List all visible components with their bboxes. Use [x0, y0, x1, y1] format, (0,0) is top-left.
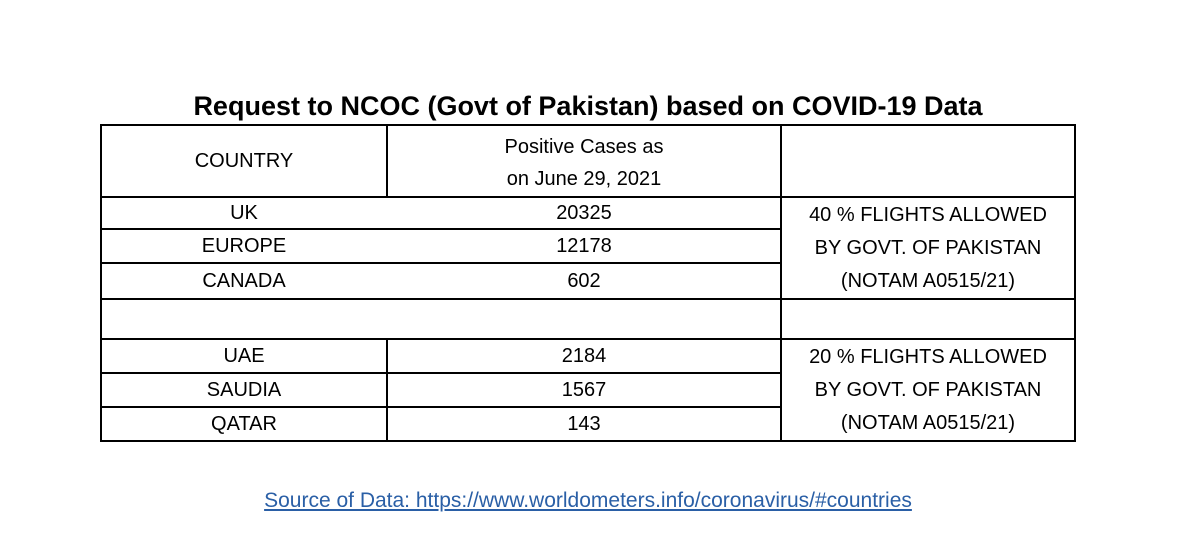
table-row-cases	[388, 408, 780, 440]
table-row-cases	[388, 264, 780, 298]
note-line: BY GOVT. OF PAKISTAN	[814, 236, 1042, 259]
country-name: CANADA	[202, 269, 286, 292]
group1-flight-note	[782, 198, 1074, 298]
header-country	[102, 126, 386, 196]
country-name: UAE	[223, 344, 265, 367]
group2-flight-note	[782, 340, 1074, 440]
note-line: BY GOVT. OF PAKISTAN	[814, 378, 1042, 401]
table-row-country	[102, 264, 386, 298]
page-title: Request to NCOC (Govt of Pakistan) based on COVID-19 Data	[193, 91, 983, 121]
covid-data-table	[100, 124, 1076, 442]
source-link[interactable]: Source of Data: https://www.worldometers.info/coronavirus/#countries	[264, 489, 912, 512]
header-positive-cases	[388, 130, 780, 196]
table-row-country	[102, 408, 386, 440]
note-line: (NOTAM A0515/21)	[840, 269, 1016, 292]
header-note	[782, 126, 1074, 196]
header-cases-line1: Positive Cases as	[504, 136, 664, 158]
table-row-cases	[388, 340, 780, 372]
header-cases-line2: on June 29, 2021	[506, 168, 662, 190]
table-row-country	[102, 230, 386, 262]
country-name: QATAR	[211, 412, 277, 435]
table-row-country	[102, 198, 386, 228]
header-country-label: COUNTRY	[194, 149, 294, 172]
source-note	[0, 486, 1176, 516]
cases-value: 1567	[561, 378, 607, 401]
note-line: 20 % FLIGHTS ALLOWED	[809, 345, 1047, 368]
country-name: SAUDIA	[206, 378, 282, 401]
table-row-cases	[388, 230, 780, 262]
cases-value: 20325	[556, 201, 612, 224]
table-row-cases	[388, 374, 780, 406]
table-row-country	[102, 340, 386, 372]
cases-value: 602	[567, 269, 601, 292]
note-line: 40 % FLIGHTS ALLOWED	[809, 203, 1047, 226]
row-divider	[102, 298, 1074, 300]
country-name: UK	[230, 201, 258, 224]
table-row-cases	[388, 198, 780, 228]
table-row-country	[102, 374, 386, 406]
cases-value: 143	[567, 412, 601, 435]
cases-value: 2184	[561, 344, 607, 367]
country-name: EUROPE	[201, 234, 287, 257]
note-line: (NOTAM A0515/21)	[840, 411, 1016, 434]
cases-value: 12178	[556, 234, 612, 257]
